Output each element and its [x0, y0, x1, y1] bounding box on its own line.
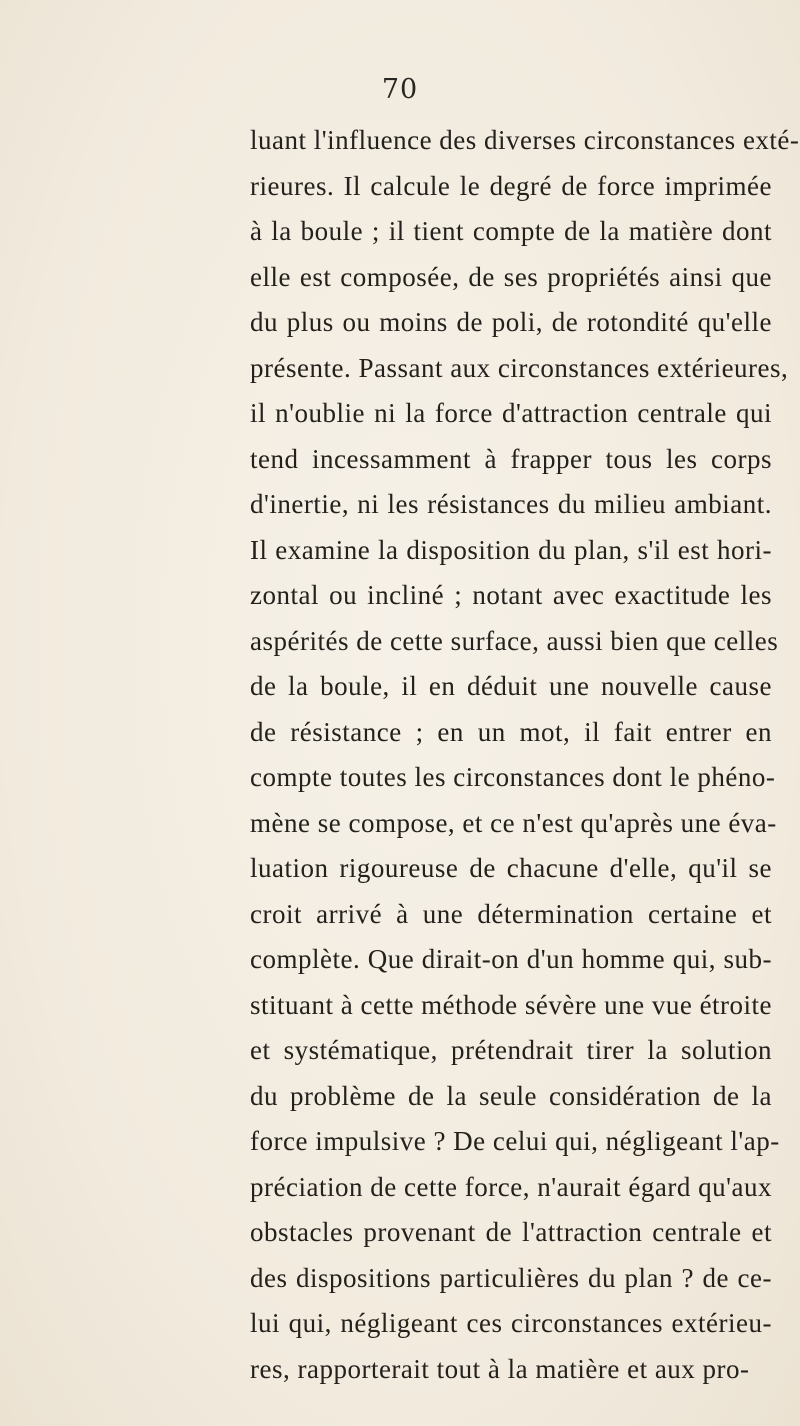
page-number: 70 [381, 74, 419, 105]
text-line: présente. Passant aux circonstances extérieures, [250, 352, 789, 383]
text-line: obstacles provenant de l'attraction centrale et [250, 1217, 772, 1247]
text-line: zontal ou incliné ; notant avec exactitude les [250, 580, 772, 610]
text-line: croit arrivé à une détermination certaine et [250, 898, 772, 929]
text-line: préciation de cette force, n'aurait égard qu'aux [250, 1171, 772, 1202]
text-line: lui qui, négligeant ces circonstances extérieu- [250, 1308, 772, 1338]
text-line: tend incessamment à frapper tous les corps [250, 443, 772, 474]
body-text [250, 118, 800, 1392]
text-line: elle est composée, de ses propriétés ainsi que [250, 261, 772, 292]
text-line: res, rapporterait tout à la matière et aux pro- [250, 1353, 750, 1384]
text-line: stituant à cette méthode sévère une vue étroite [250, 989, 773, 1020]
text-line: force impulsive ? De celui qui, négligeant l'ap- [250, 1126, 780, 1156]
text-line: aspérités de cette surface, aussi bien que celles [250, 625, 779, 656]
text-line: de la boule, il en déduit une nouvelle cause [250, 671, 772, 701]
text-line: à la boule ; il tient compte de la matière dont [250, 216, 772, 246]
text-line: de résistance ; en un mot, il fait entrer en [250, 716, 772, 747]
text-line: du plus ou moins de poli, de rotondité qu'elle [250, 307, 772, 337]
text-line: des dispositions particulières du plan ? de ce- [250, 1262, 772, 1293]
text-line: luation rigoureuse de chacune d'elle, qu'il se [250, 853, 772, 883]
text-line: il n'oublie ni la force d'attraction centrale qui [250, 398, 772, 428]
text-line: d'inertie, ni les résistances du milieu ambiant. [250, 489, 772, 519]
text-line: mène se compose, et ce n'est qu'après une éva- [250, 807, 777, 838]
text-line: rieures. Il calcule le degré de force imprimée [250, 170, 772, 201]
text-line: complète. Que dirait-on d'un homme qui, sub- [250, 944, 772, 974]
text-line: Il examine la disposition du plan, s'il est hori- [250, 534, 772, 565]
text-line: compte toutes les circonstances dont le phéno- [250, 762, 776, 792]
text-line: et systématique, prétendrait tirer la solution [250, 1035, 772, 1065]
text-line: luant l'influence des diverses circonstances exté- [250, 125, 800, 155]
text-line: du problème de la seule considération de la [250, 1080, 772, 1111]
